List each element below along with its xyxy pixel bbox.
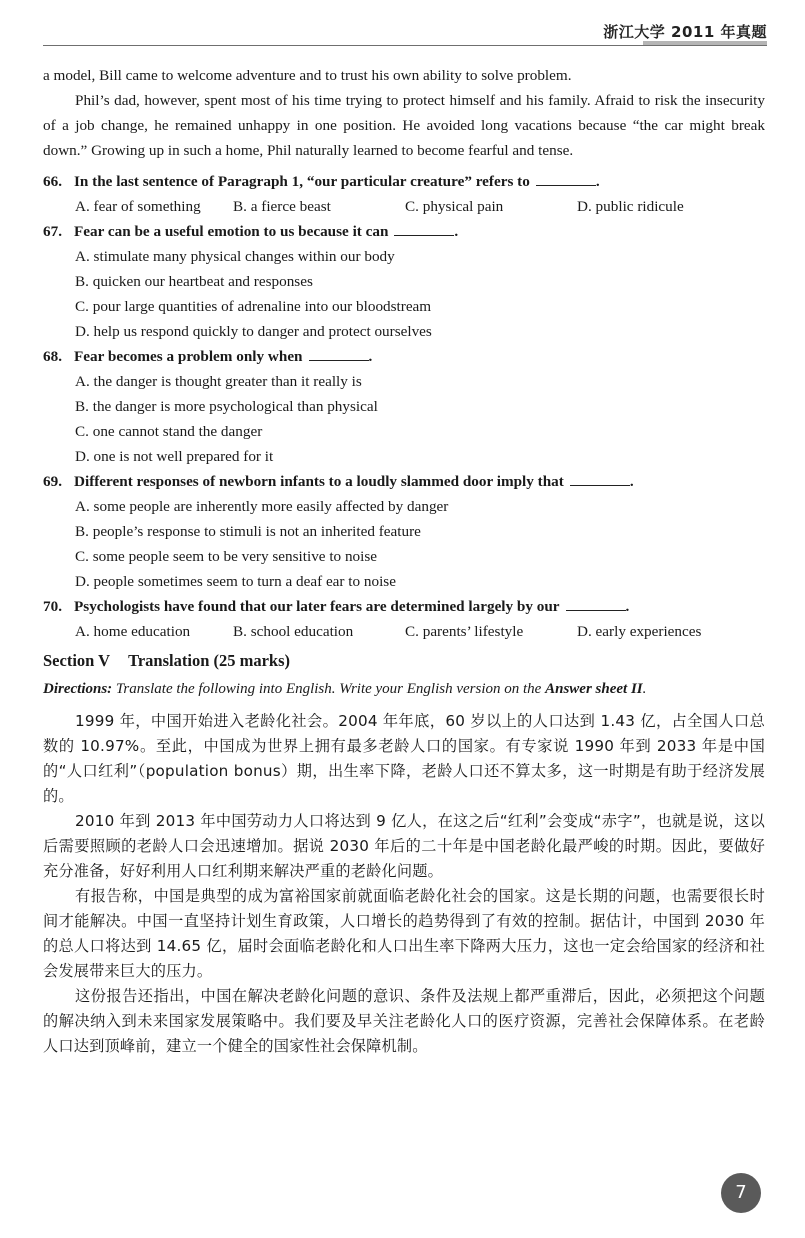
question-number: 69. [43,473,62,490]
question-stem [43,469,765,494]
directions [43,675,765,703]
question-text: In the last sentence of Paragraph 1, “our particular creature” refers to [74,173,530,190]
option-c: C. physical pain [405,198,504,215]
option-d: D. one is not well prepared for it [75,448,274,465]
question-end: . [629,473,634,490]
option-d: D. public ridicule [577,198,684,215]
option-a: A. some people are inherently more easily affected by danger [75,498,449,515]
question-stem [43,344,765,369]
directions-text: Translate the following into English. Write your English version on the [112,681,546,697]
translation-paragraph: 有报告称，中国是典型的成为富裕国家前就面临老龄化社会的国家。这是长期的问题，也需要很长时间才能解决。中国一直坚持计划生育政策，人口增长的趋势得到了有效的控制。据估计，中国到 2030 年的总人口将达到 14.65 亿，届时会面临老龄化和人口出生率下降两大压力，这也一定会给国家的经济和社会发展带来巨大的压力。 [43,887,765,980]
translation-paragraph: 这份报告还指出，中国在解决老龄化问题的意识、条件及法规上都严重滞后，因此，必须把这个问题的解决纳入到未来国家发展策略中。我们要及早关注老龄化人口的医疗资源，完善社会保障体系。在老龄人口达到顶峰前，建立一个健全的国家性社会保障机制。 [43,987,765,1055]
page-content [43,63,765,1059]
question-end: . [368,348,373,365]
passage-line: a model, Bill came to welcome adventure and to trust his own ability to solve problem. [43,67,572,84]
option-c: C. pour large quantities of adrenaline into our bloodstream [75,298,432,315]
question-67 [43,219,765,344]
options-row [75,619,765,644]
question-stem [43,594,765,619]
page-number-badge: 7 [721,1173,761,1213]
question-70 [43,594,765,644]
option-b: B. school education [233,623,354,640]
option-d: D. help us respond quickly to danger and protect ourselves [75,323,432,340]
translation-paragraph: 2010 年到 2013 年中国劳动力人口将达到 9 亿人，在这之后“红利”会变成“赤字”，也就是说，这以后需要照顾的老龄人口会迅速增加。据说 2030 年后的二十年是中国老龄化最严峻的时期。因此，要做好充分准备，好好利用人口红利期来解决严重的老龄化问题。 [43,812,765,880]
option-b: B. quicken our heartbeat and responses [75,273,313,290]
answer-blank [309,348,369,361]
question-69 [43,469,765,594]
option-a: A. fear of something [75,198,201,215]
header-rule [43,45,767,46]
translation-passage [43,709,765,1059]
question-stem [43,169,765,194]
question-number: 70. [43,598,62,615]
question-text: Fear can be a useful emotion to us because it can [74,223,389,240]
question-end: . [625,598,630,615]
option-b: B. a fierce beast [233,198,331,215]
directions-label: Directions: [43,681,113,697]
option-a: A. the danger is thought greater than it really is [75,373,362,390]
question-number: 68. [43,348,62,365]
answer-blank [536,173,596,186]
option-b: B. the danger is more psychological than physical [75,398,378,415]
option-c: C. one cannot stand the danger [75,423,263,440]
question-66 [43,169,765,219]
answer-blank [570,473,630,486]
section-heading [43,647,765,703]
answer-blank [566,598,626,611]
question-68 [43,344,765,469]
option-d: D. people sometimes seem to turn a deaf ear to noise [75,573,396,590]
question-end: . [454,223,459,240]
directions-answer-sheet: Answer sheet II [545,681,643,697]
question-number: 66. [43,173,62,190]
running-header [43,0,767,48]
option-b: B. people’s response to stimuli is not an inherited feature [75,523,421,540]
section-name: Translation (25 marks) [128,651,291,670]
question-text: Fear becomes a problem only when [74,348,303,365]
section-label: Section V [43,651,111,670]
translation-paragraph: 1999 年，中国开始进入老龄化社会。2004 年年底，60 岁以上的人口达到 1.43 亿，占全国人口总数的 10.97%。至此，中国成为世界上拥有最多老龄人口的国家。有专家说 1990 年到 2033 年是中国的“人口红利”（population bonus）期，出生率下降，老龄人口还不算太多，这一时期是有助于经济发展的。 [43,712,765,805]
directions-end: . [642,681,647,697]
header-title: 浙江大学 2011 年真题 [603,23,767,41]
option-a: A. home education [75,623,191,640]
section-title [43,647,765,675]
option-a: A. stimulate many physical changes within our body [75,248,395,265]
question-stem [43,219,765,244]
question-number: 67. [43,223,62,240]
question-text: Different responses of newborn infants to a loudly slammed door imply that [74,473,564,490]
options-row [75,194,765,219]
option-d: D. early experiences [577,623,702,640]
passage-paragraph: Phil’s dad, however, spent most of his time trying to protect himself and his family. Afraid to risk the insecurity of a job change, he remained unhappy in one position. He avoided long vacations because “the car might break down.” Growing up in such a home, Phil naturally learned to become fearful and tense. [43,92,765,159]
question-end: . [595,173,600,190]
option-c: C. parents’ lifestyle [405,623,524,640]
question-text: Psychologists have found that our later fears are determined largely by our [74,598,560,615]
answer-blank [394,223,454,236]
option-c: C. some people seem to be very sensitive to noise [75,548,377,565]
